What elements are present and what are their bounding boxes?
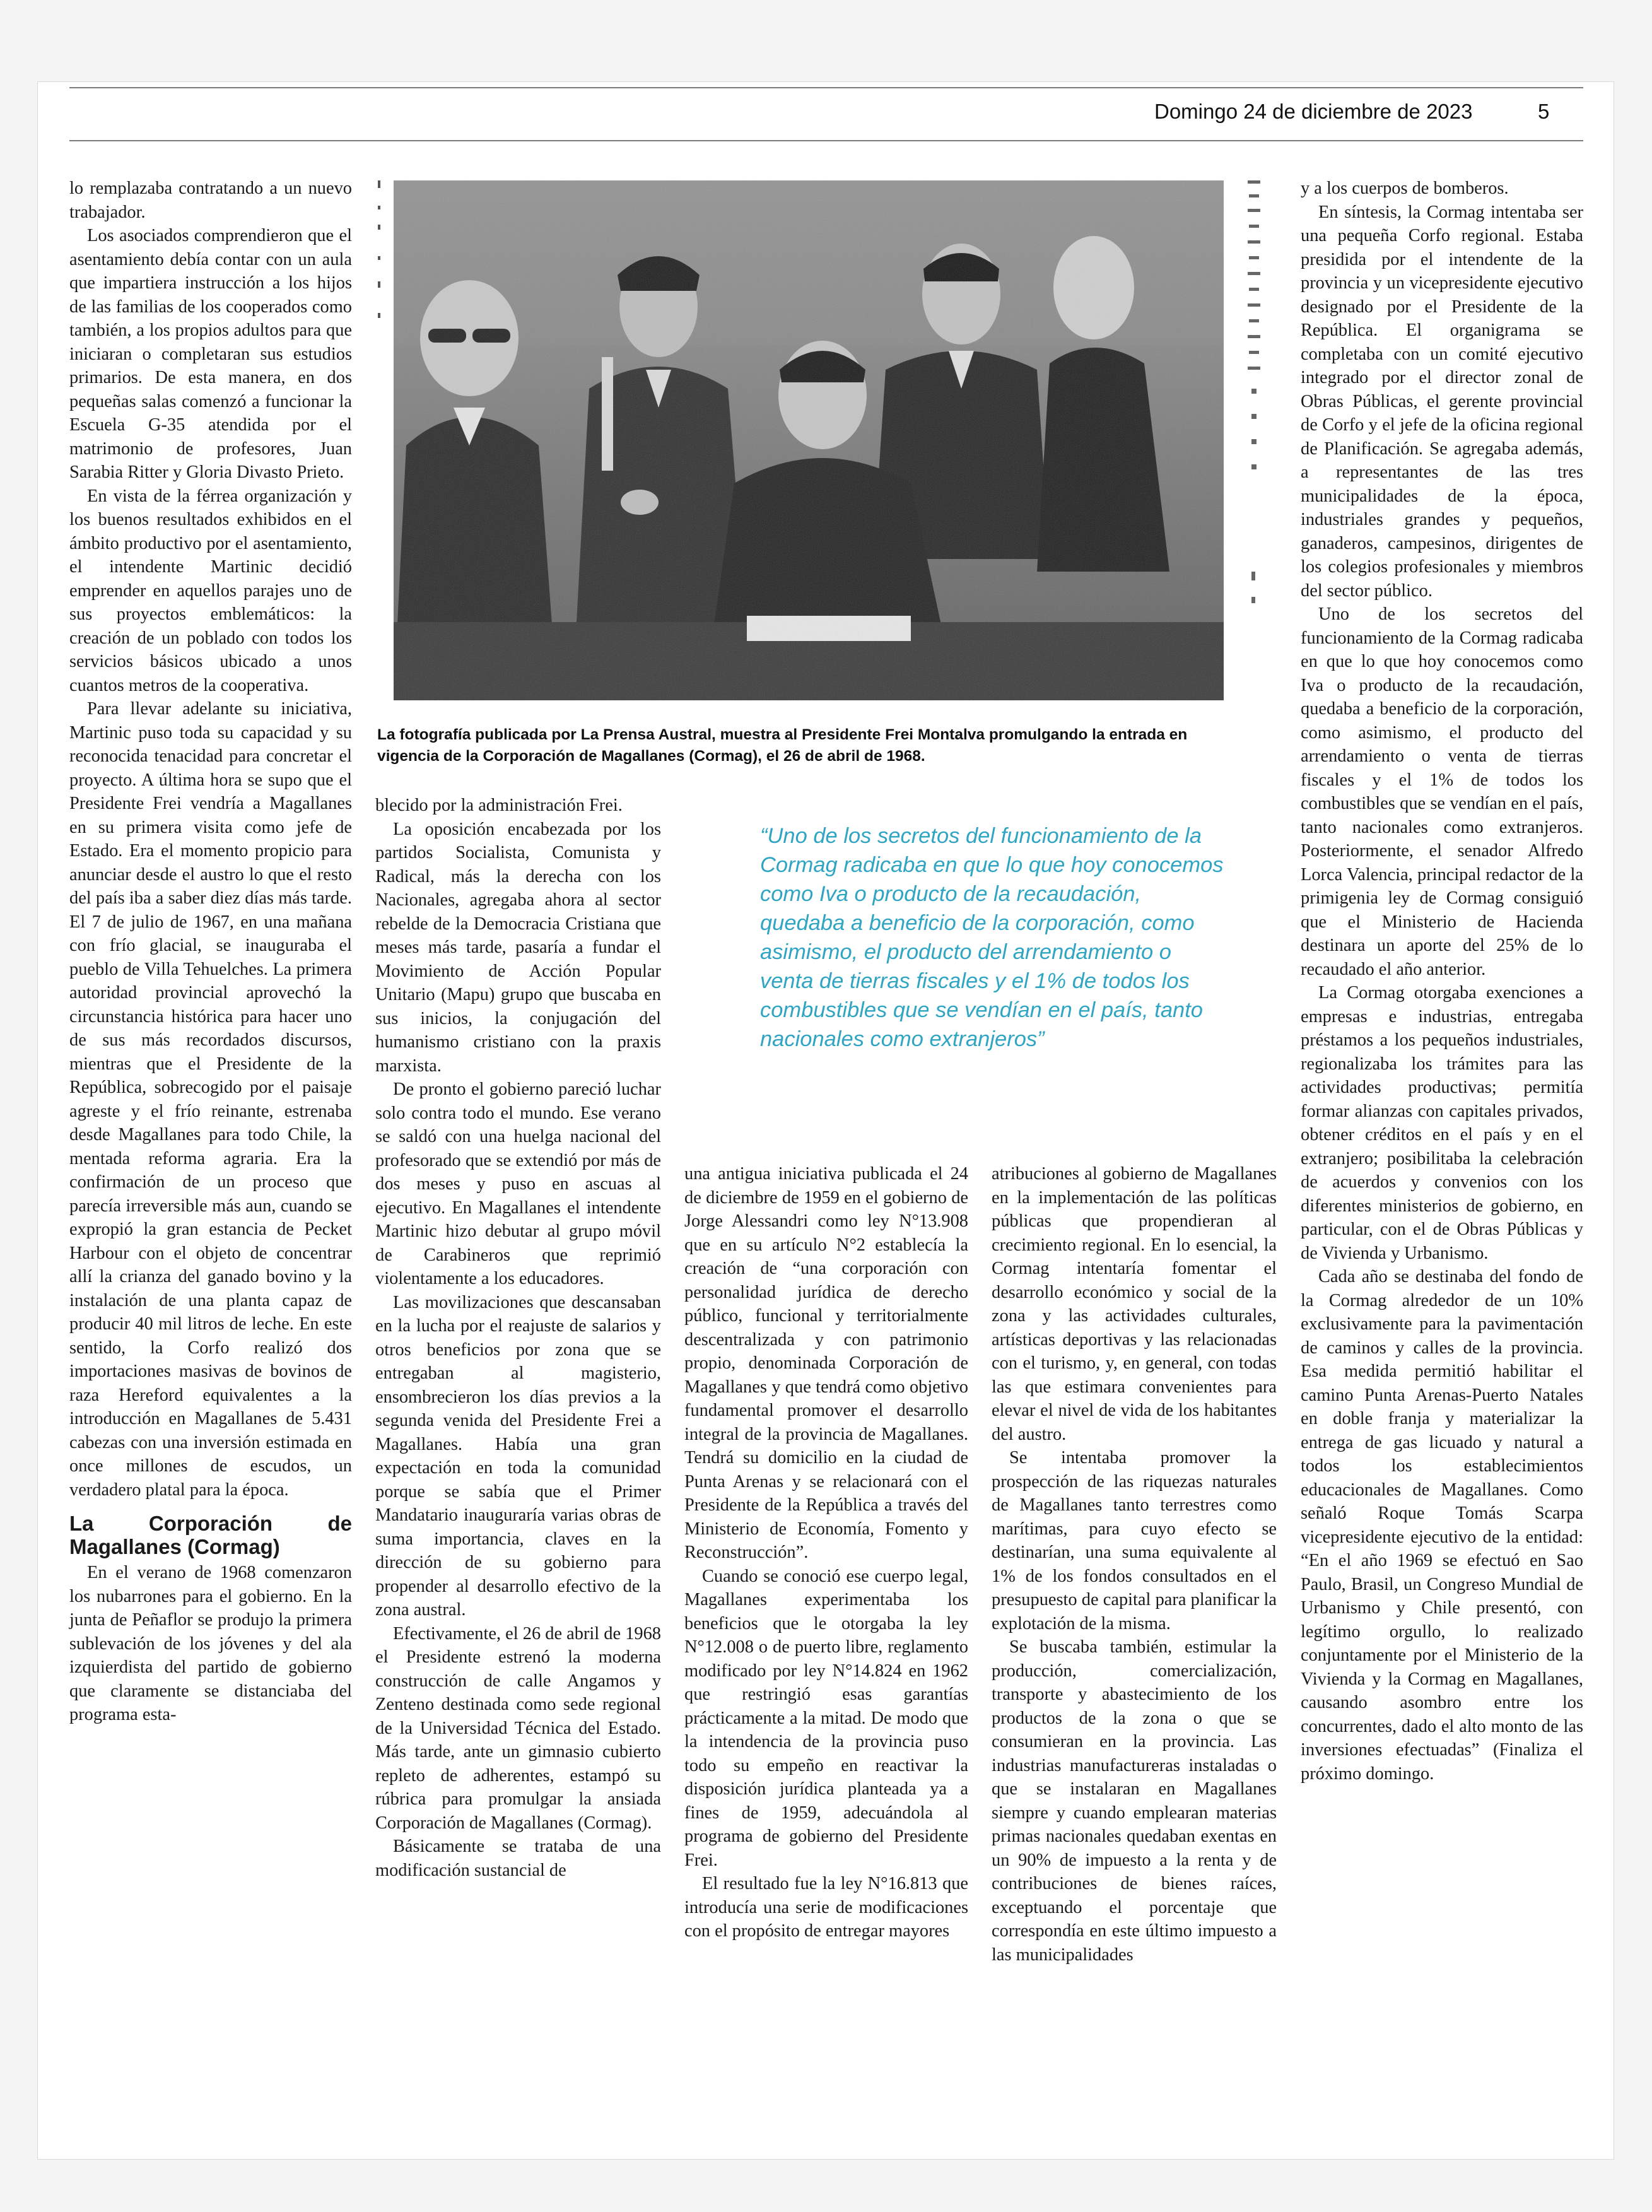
- header-rule: [69, 140, 1583, 141]
- paragraph: Se intentaba promover la prospección de las riquezas naturales de Magallanes tanto terrestres como marítimas, para cuyo efecto se destinarían, una suma equivalente al 1% de los fondos consultados en el presupuesto de capital para planificar la explotación de la misma.: [992, 1448, 1277, 1633]
- paragraph: una antigua iniciativa publicada el 24 de diciembre de 1959 en el gobierno de Jorge Alessandri como ley N°13.908 que en su artículo N°2 establecía la creación de “una corporación con personalidad jurídica de derecho público, funcional y territorialmente descentralizada y con patrimonio propio, denominada Corporación de Magallanes y que tendrá como objetivo fundamental promover el desarrollo integral de la provincia de Magallanes. Tendrá su domicilio en la ciudad de Punta Arenas y se relacionará con el Presidente de la República a través del Ministerio de Economía, Fomento y Reconstrucción”.: [684, 1164, 968, 1562]
- paragraph: blecido por la administración Frei.: [375, 796, 623, 815]
- page-number: 5: [1538, 100, 1550, 123]
- paragraph: En el verano de 1968 comenzaron los nubarrones para el gobierno. En la junta de Peñaflor se produjo la primera sublevación de los jóvenes y del ala izquierdista del partido de gobierno que claramente se distanciaba del programa esta-: [69, 1563, 352, 1724]
- page-date: Domingo 24 de diciembre de 2023: [1154, 100, 1473, 123]
- gutter-print-marks: [375, 180, 384, 344]
- paragraph: En vista de la férrea organización y los buenos resultados exhibidos en el ámbito productivo por el asentamiento, el intendente Martinic decidió emprender en aquellos parajes uno de sus proyectos emblemáticos: la creación de un poblado con todos los servicios básicos ubicado a unos cuantos metros de la cooperativa.: [69, 486, 352, 695]
- paragraph: Para llevar adelante su iniciativa, Martinic puso toda su capacidad y su reconocida tenacidad para concretar el proyecto. A última hora se supo que el Presidente Frei vendría a Magallanes en su primera visita como jefe de Estado. Era el momento propicio para anunciar desde el austro lo que el resto del país iba a saber diez días más tarde. El 7 de julio de 1967, en una mañana con frío glacial, se inauguraba el pueblo de Villa Tehuelches. La primera autoridad provincial aprovechó la circunstancia histórica para hacer uno de sus más recordados discursos, mientras que el Presidente de la República, sobrecogido por el paisaje agreste y el frío reinante, estrenaba desde Magallanes para todo Chile, la mentada reforma agraria. Era la confirmación de un proceso que parecía irreversible más aun, cuando se expropió la gran estancia de Pecket Harbour con el objeto de concentrar allí la crianza del ganado bovino y la instalación de una planta capaz de producir 40 mil litros de leche. En este sentido, la Corfo realizó dos importaciones masivas de bovinos de raza Hereford equivalentes a la introducción en Magallanes de 5.431 cabezas con una inversión estimada en once millones de escudos, un verdadero platal para la época.: [69, 699, 352, 1500]
- historical-photo: [394, 180, 1224, 700]
- paragraph: Las movilizaciones que descansaban en la lucha por el reajuste de salarios y otros beneficios por zona que se entregaban al magisterio, ensombrecieron los días previos a la segunda venida del Presidente Frei a Magallanes. Había una gran expectación en toda la comunidad porque se sabía que el Primer Mandatario inauguraría varias obras de suma importancia, claves en la dirección de su gobierno para propender al desarrollo efectivo de la zona austral.: [375, 1292, 661, 1620]
- paragraph: Efectivamente, el 26 de abril de 1968 el Presidente estrenó la moderna construcción de calle Angamos y Zenteno destinada como sede regional de la Universidad Técnica del Estado. Más tarde, ante un gimnasio cubierto repleto de adherentes, estampó su rúbrica para promulgar la ansiada Corporación de Magallanes (Cormag).: [375, 1623, 661, 1833]
- article-column-3: [684, 1162, 968, 1943]
- photo-illustration: [394, 180, 1224, 700]
- print-marks-icon: [375, 180, 384, 344]
- pull-quote: “Uno de los secretos del funcionamiento de la Cormag radicaba en que lo que hoy conocemos como Iva o producto de la recaudación, quedaba a beneficio de la corporación, como asimismo, el producto del arrendamiento o venta de tierras fiscales y el 1% de todos los combustibles que se vendían en el país, tanto nacionales como extranjeros”: [760, 824, 1224, 1051]
- paragraph: Los asociados comprendieron que el asentamiento debía contar con un aula que impartiera instrucción a los hijos de las familias de los cooperados como también, a los propios adultos para que iniciaran o completaran sus estudios primarios. De esta manera, en dos pequeñas salas comenzó a funcionar la Escuela G-35 atendida por el matrimonio de profesores, Juan Sarabia Ritter y Gloria Divasto Prieto.: [69, 226, 352, 482]
- paragraph: El resultado fue la ley N°16.813 que introducía una serie de modificaciones con el propósito de entregar mayores: [684, 1874, 968, 1941]
- photo-caption: La fotografía publicada por La Prensa Austral, muestra al Presidente Frei Montalva promulgando la entrada en vigencia de la Corporación de Magallanes (Cormag), el 26 de abril de 1968.: [377, 726, 1188, 765]
- paragraph: La Cormag otorgaba exenciones a empresas e industrias, entregaba préstamos a los pequeños industriales, regionalizaba los trámites para las actividades productivas; permitía formar alianzas con capitales privados, obtener créditos en el país y en el extranjero; posibilitaba la celebración de acuerdos y convenios con los diferentes ministerios de gobierno, en particular, con el de Obras Públicas y de Vivienda y Urbanismo.: [1301, 983, 1583, 1263]
- paragraph: Cuando se conoció ese cuerpo legal, Magallanes experimentaba los beneficios que le otorgaba la ley N°12.008 o de puerto libre, reglamento modificado por ley N°14.824 en 1962 que restringió esas garantías prácticamente a la mitad. De modo que la intendencia de la provincia puso todo su empeño en reactivar la disposición jurídica planteada ya a fines de 1959, adecuándola al programa de gobierno del Presidente Frei.: [684, 1566, 968, 1870]
- paragraph: En síntesis, la Cormag intentaba ser una pequeña Corfo regional. Estaba presidida por el intendente de la provincia y un vicepresidente ejecutivo designado por el Presidente de la República. El organigrama se completaba con un comité ejecutivo integrado por el director zonal de Obras Públicas, el gerente provincial de Corfo y el jefe de la oficina regional de Planificación. Se agregaba además, a representantes de las tres municipalidades de la época, industriales grandes y pequeños, ganaderos, campesinos, dirigentes de los colegios profesionales y miembros del sector público.: [1301, 202, 1583, 601]
- top-rule: [69, 87, 1583, 88]
- paragraph: La oposición encabezada por los partidos Socialista, Comunista y Radical, más la derecha con los Nacionales, agregaba ahora al sector rebelde de la Democracia Cristiana que meses más tarde, pasaría a fundar el Movimiento de Acción Popular Unitario (Mapu) grupo que buscaba en sus inicios, la conjugación del humanismo cristiano con la praxis marxista.: [375, 819, 661, 1076]
- paragraph: lo remplazaba contratando a un nuevo trabajador.: [69, 179, 352, 222]
- paragraph: Básicamente se trataba de una modificación sustancial de: [375, 1837, 661, 1880]
- paragraph: atribuciones al gobierno de Magallanes en la implementación de las políticas públicas que propendieran al crecimiento regional. En lo esencial, la Cormag intentaría fomentar el desarrollo económico y social de la zona y las actividades culturales, artísticas deportivas y las relacionadas con el turismo, y, en general, con todas las que estimara convenientes para elevar el nivel de vida de los habitantes del austro.: [992, 1164, 1277, 1444]
- section-heading: La Corporación de Magallanes (Cormag): [69, 1512, 352, 1558]
- paragraph: Se buscaba también, estimular la producción, comercialización, transporte y abastecimiento de los productos de la zona o que se consumieran en la provincia. Las industrias manufactureras instaladas o que se instalaran en Magallanes siempre y cuando emplearan materias primas nacionales quedaban exentas en un 90% de impuesto a la renta y de contribuciones de bienes raíces, exceptuando el porcentaje que correspondía en este último impuesto a las municipalidades: [992, 1637, 1277, 1965]
- gutter-print-marks-right: [1240, 180, 1268, 622]
- paragraph: De pronto el gobierno pareció luchar solo contra todo el mundo. Ese verano se saldó con una huelga nacional del profesorado que se extendió por más de dos meses y puso en ascuas al ejecutivo. En Magallanes el intendente Martinic hizo debutar al grupo móvil de Carabineros que reprimió violentamente a los educadores.: [375, 1080, 661, 1288]
- paragraph: Cada año se destinaba del fondo de la Cormag alrededor de un 10% exclusivamente para la pavimentación de caminos y calles de la provincia. Esa medida permitió habilitar el camino Punta Arenas-Puerto Natales en doble franja y materializar la entrega de gas licuado y natural a todos los establecimientos educacionales de Magallanes. Como señaló Roque Tomás Scarpa vicepresidente ejecutivo de la entidad: “En el año 1969 se efectuó en Sao Paulo, Brasil, un Congreso Mundial de Urbanismo y Chile presentó, con legítimo orgullo, lo realizado conjuntamente por el Ministerio de la Vivienda y la Cormag en Magallanes, causando asombro entre los concurrentes, dado el alto monto de las inversiones efectuadas” (Finaliza el próximo domingo.: [1301, 1267, 1583, 1784]
- article-column-4: [992, 1162, 1277, 1967]
- article-column-1: [69, 177, 352, 1727]
- article-column-2: [375, 794, 661, 1882]
- print-marks-icon: [1240, 180, 1268, 622]
- paragraph: Uno de los secretos del funcionamiento de la Cormag radicaba en que lo que hoy conocemos como Iva o producto de la recaudación, quedaba a beneficio de la corporación, como asimismo, el producto del arrendamiento o venta de tierras fiscales y el 1% de todos los combustibles que se vendían en el país, tanto nacionales como extranjeros. Posteriormente, el senador Alfredo Lorca Valencia, principal redactor de la primigenia ley de Cormag consiguió que el Ministerio de Hacienda destinara un aporte del 25% de lo recaudado el año anterior.: [1301, 604, 1583, 979]
- paragraph: y a los cuerpos de bomberos.: [1301, 179, 1509, 198]
- article-column-5: [1301, 177, 1583, 1785]
